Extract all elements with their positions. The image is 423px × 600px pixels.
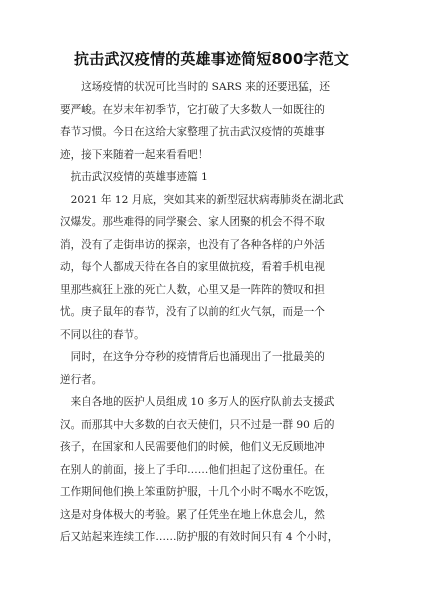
text-line: 工作期间他们换上笨重防护服，十几个小时不喝水不吃饭， xyxy=(60,486,336,498)
text-line: 消，没有了走街串访的探亲，也没有了各种各样的户外活 xyxy=(60,238,325,251)
text-line: 逆行者。 xyxy=(60,373,103,386)
text-line: 孩子，在国家和人民需要他们的时候，他们义无反顾地冲 xyxy=(60,441,325,453)
text-line: 汉爆发。那些难得的同学聚会、家人团聚的机会不得不取 xyxy=(60,216,325,228)
document-body xyxy=(60,76,376,549)
text-line: 迹，接下来随着一起来看看吧！ xyxy=(60,148,209,161)
text-line: 动，每个人都成天待在各自的家里做抗疫，看着手机电视 xyxy=(60,261,325,273)
text-line: 汉。而那其中大多数的白衣天使们，只不过是一群 90 后的 xyxy=(60,418,335,431)
text-line: 忧。庚子鼠年的春节，没有了以前的红火气氛，而是一个 xyxy=(60,306,325,318)
text-line: 同时，在这争分夺秒的疫情背后也涌现出了一批最美的 xyxy=(60,351,325,363)
text-line: 春节习惯。今日在这给大家整理了抗击武汉疫情的英雄事 xyxy=(60,126,325,138)
text-line: 这场疫情的状况可比当时的 SARS 来的还要迅猛，还 xyxy=(60,81,330,93)
text-line: 来自各地的医护人员组成 10 多万人的医疗队前去支援武 xyxy=(60,396,335,408)
document-title: 抗击武汉疫情的英雄事迹简短800字范文 xyxy=(73,50,350,68)
text-line: 这是对身体极大的考验。累了任凭坐在地上休息会儿，然 xyxy=(60,508,325,521)
text-line: 后又站起来连续工作……防护服的有效时间只有 4 个小时， xyxy=(60,531,339,543)
text-line: 不同以往的春节。 xyxy=(60,328,145,341)
text-line: 在别人的前面，接上了手印……他们担起了这份重任。在 xyxy=(60,463,325,476)
text-line: 里那些疯狂上涨的死亡人数，心里又是一阵阵的赞叹和担 xyxy=(60,283,325,296)
text-line: 要严峻。在岁末年初季节，它打破了大多数人一如既往的 xyxy=(60,103,325,116)
section-heading: 抗击武汉疫情的英雄事迹篇 1 xyxy=(60,171,208,183)
text-line: 2021 年 12 月底，突如其来的新型冠状病毒肺炎在湖北武 xyxy=(60,193,344,206)
